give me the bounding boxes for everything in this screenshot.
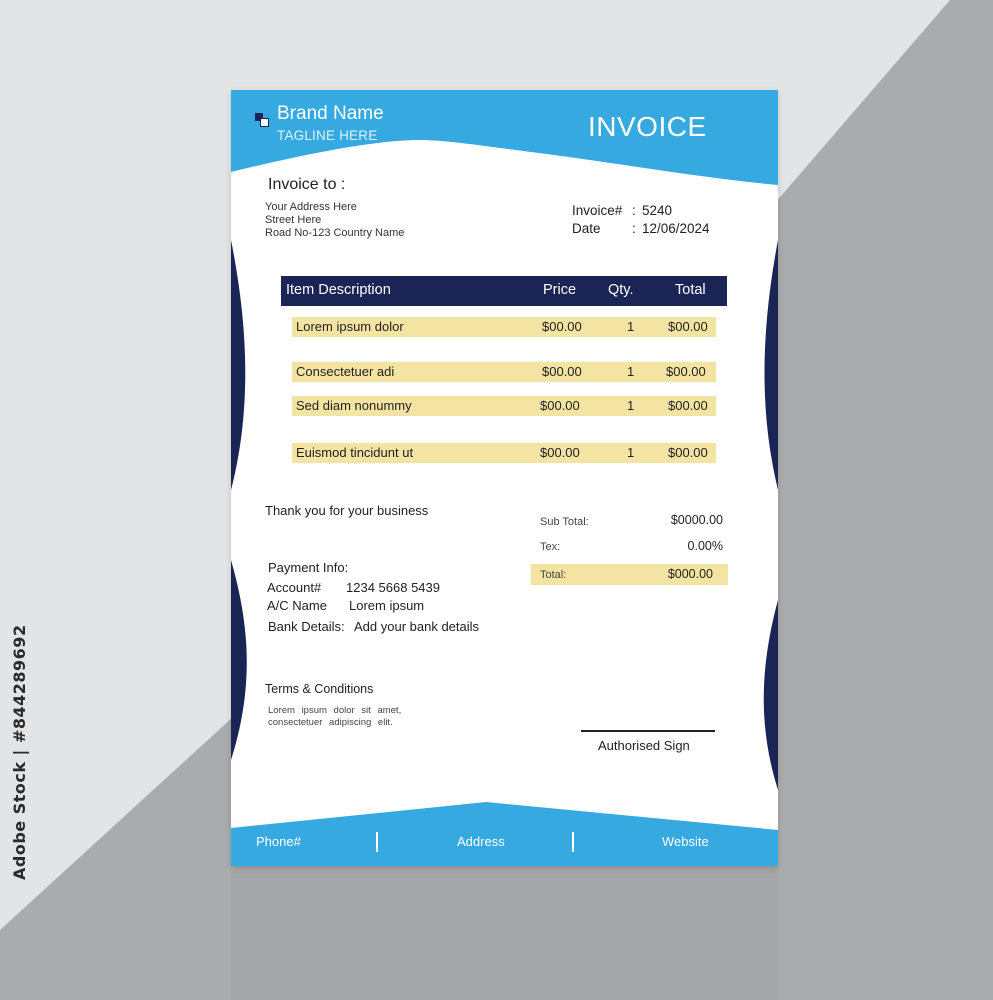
authorised-sign-label: Authorised Sign (598, 738, 690, 753)
invoice-number-label: Invoice# (572, 203, 623, 218)
bank-details-label: Bank Details: (268, 619, 345, 634)
left-edge-curve-bottom (231, 560, 247, 760)
tax-value: 0.00% (687, 539, 723, 553)
invoice-number-separator: : (632, 203, 636, 218)
header-item-description: Item Description (286, 282, 391, 298)
row-total: $00.00 (668, 319, 708, 334)
right-edge-curve-top (764, 240, 778, 490)
total-label: Total: (540, 569, 567, 581)
subtotal-label: Sub Total: (540, 516, 589, 528)
stock-id-label: Adobe Stock | #844289692 (10, 624, 29, 880)
row-price: $00.00 (542, 319, 582, 334)
table-row (292, 362, 716, 382)
footer-divider (376, 832, 378, 852)
left-edge-curve-top (231, 240, 245, 490)
row-description: Consectetuer adi (296, 364, 395, 379)
terms-text: Lorem ipsum dolor sit amet, consectetuer adipiscing elit. (268, 705, 402, 728)
account-label: Account# (267, 580, 322, 595)
account-name-value: Lorem ipsum (349, 598, 425, 613)
header-qty: Qty. (608, 282, 634, 298)
brand-logo-icon (255, 113, 270, 128)
date-separator: : (632, 221, 636, 236)
page-reflection (231, 866, 778, 1000)
brand-name: Brand Name (277, 103, 384, 124)
row-description: Lorem ipsum dolor (296, 319, 404, 334)
terms-title: Terms & Conditions (265, 682, 374, 696)
row-qty: 1 (627, 319, 635, 334)
row-price: $00.00 (540, 398, 580, 413)
right-edge-curve-bottom (764, 600, 778, 790)
date-value: 12/06/2024 (642, 221, 710, 236)
footer-website: Website (662, 834, 709, 849)
header-price: Price (543, 282, 577, 298)
row-total: $00.00 (666, 364, 706, 379)
table-row (292, 396, 716, 416)
date-label: Date (572, 221, 601, 236)
table-row (292, 317, 716, 337)
address-line-2: Street Here (265, 214, 322, 226)
row-qty: 1 (627, 445, 635, 460)
header-total: Total (675, 282, 706, 298)
footer-phone: Phone# (256, 834, 301, 849)
row-price: $00.00 (542, 364, 582, 379)
account-name-label: A/C Name (267, 598, 327, 613)
footer-address: Address (457, 834, 505, 849)
thank-you-message: Thank you for your business (265, 503, 429, 518)
invoice-title: INVOICE (588, 111, 707, 142)
account-value: 1234 5668 5439 (346, 580, 440, 595)
row-qty: 1 (627, 398, 635, 413)
address-line-3: Road No-123 Country Name (265, 227, 405, 239)
total-value: $000.00 (667, 567, 713, 581)
items-table-header (281, 276, 727, 306)
row-total: $00.00 (668, 398, 708, 413)
row-total: $00.00 (668, 445, 708, 460)
invoice-to-label: Invoice to : (268, 176, 346, 193)
brand-tagline: TAGLINE HERE (277, 128, 378, 143)
row-qty: 1 (627, 364, 635, 379)
invoice-page (231, 90, 778, 866)
row-description: Sed diam nonummy (296, 398, 412, 413)
subtotal-value: $0000.00 (670, 513, 723, 527)
invoice-number-value: 5240 (642, 203, 673, 218)
signature-line (581, 730, 715, 732)
payment-info-title: Payment Info: (268, 560, 349, 575)
row-description: Euismod tincidunt ut (296, 445, 414, 460)
address-line-1: Your Address Here (265, 201, 357, 213)
tax-label: Tex: (540, 541, 561, 553)
footer-divider (572, 832, 574, 852)
bank-details-value: Add your bank details (354, 619, 480, 634)
table-row (292, 443, 716, 463)
row-price: $00.00 (540, 445, 580, 460)
